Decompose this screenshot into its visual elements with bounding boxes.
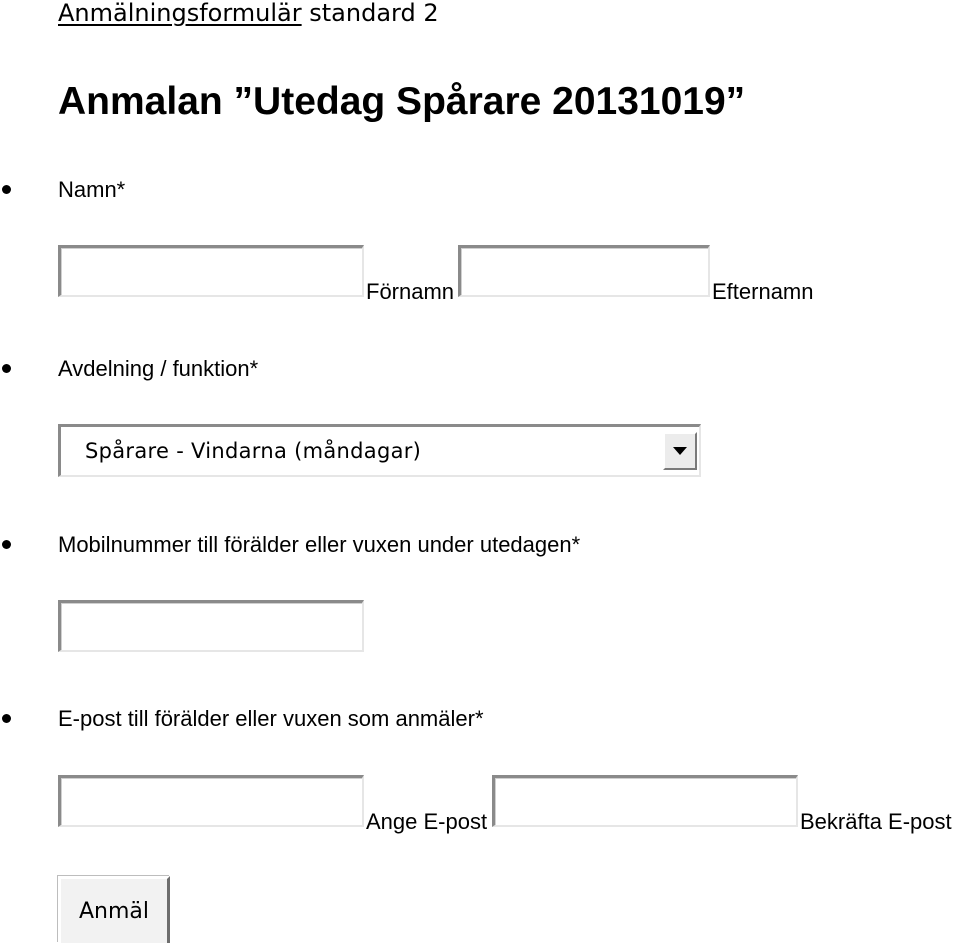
- bullet-icon: [2, 364, 11, 373]
- mobile-input[interactable]: [58, 600, 364, 652]
- email-input[interactable]: [58, 775, 364, 827]
- first-name-input[interactable]: [58, 245, 364, 297]
- page-title: Anmalan ”Utedag Spårare 20131019”: [58, 80, 746, 123]
- department-label: Avdelning / funktion*: [58, 356, 259, 381]
- department-select[interactable]: [58, 424, 701, 477]
- email-sublabel: Ange E-post: [366, 809, 488, 834]
- bullet-icon: [2, 185, 11, 194]
- form-name-link[interactable]: Anmälningsformulär: [58, 0, 302, 27]
- name-label: Namn*: [58, 177, 126, 202]
- confirm-email-input[interactable]: [492, 775, 798, 827]
- confirm-email-sublabel: Bekräfta E-post: [800, 809, 952, 834]
- submit-button[interactable]: Anmäl: [58, 876, 170, 943]
- form-link-line: [58, 0, 439, 30]
- bullet-icon: [2, 714, 11, 723]
- dropdown-button[interactable]: [663, 432, 697, 470]
- department-selected-value: Spårare - Vindarna (måndagar): [85, 439, 422, 463]
- chevron-down-icon: [673, 447, 687, 455]
- last-name-input[interactable]: [458, 245, 710, 297]
- bullet-icon: [2, 540, 11, 549]
- mobile-label: Mobilnummer till förälder eller vuxen under utedagen*: [58, 532, 581, 557]
- email-label: E-post till förälder eller vuxen som anmäler*: [58, 706, 484, 731]
- form-variant-text: standard 2: [309, 0, 439, 27]
- first-name-sublabel: Förnamn: [366, 279, 455, 304]
- last-name-sublabel: Efternamn: [712, 279, 814, 304]
